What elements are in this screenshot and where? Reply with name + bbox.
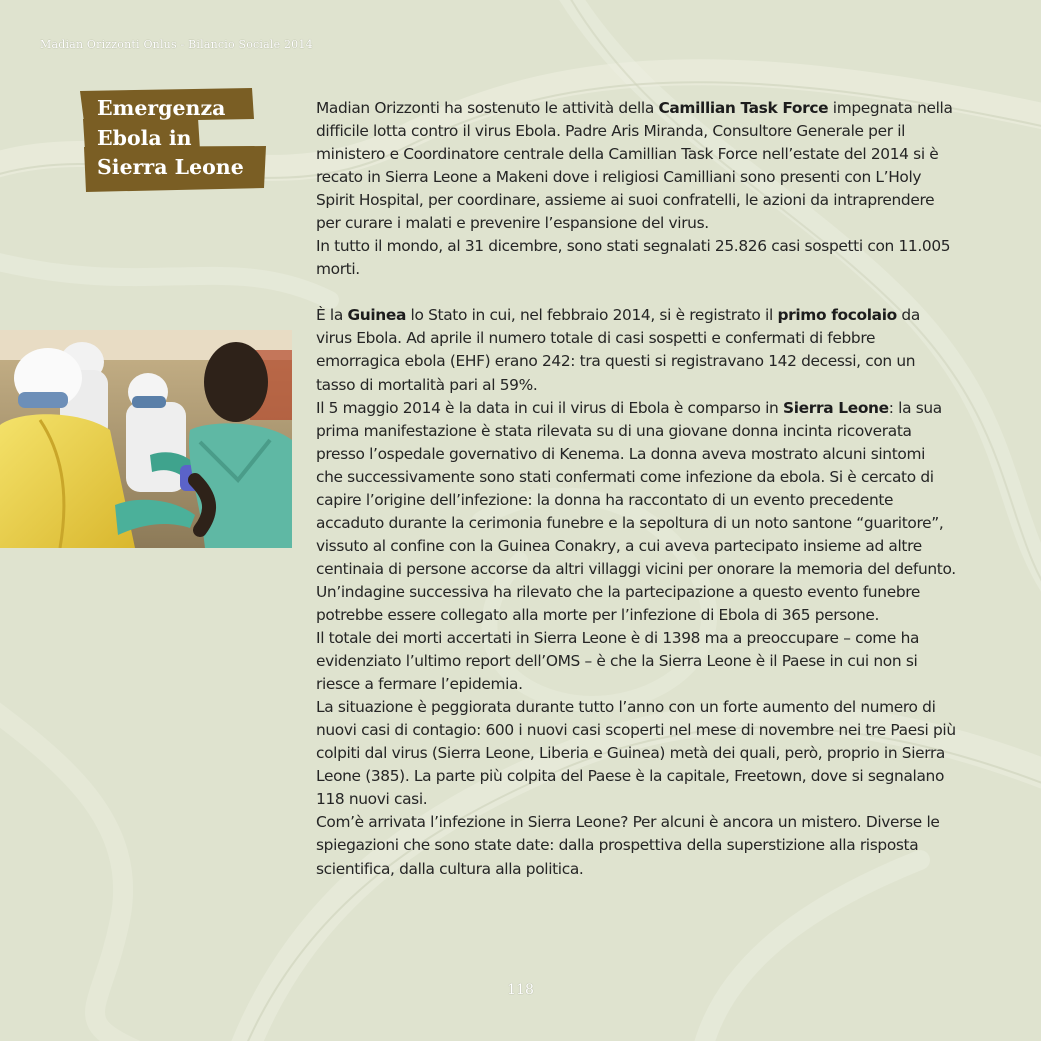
- text-run: da virus Ebola. Ad aprile il numero totale di casi sospetti e confermati di febbre emorragica ebola (EHF) erano 242: tra questi si registravano 142 decessi, con un tasso di mortalità pari al 59%.: [316, 306, 920, 394]
- bold-text: Sierra Leone: [783, 398, 889, 417]
- paragraph: [316, 235, 956, 281]
- text-run: In tutto il mondo, al 31 dicembre, sono stati segnalati 25.826 casi sospetti con 11.005 morti.: [316, 237, 951, 279]
- text-run: Madian Orizzonti ha sostenuto le attività della: [316, 99, 659, 117]
- section-title: [97, 94, 269, 183]
- text-run: Il 5 maggio 2014 è la data in cui il virus di Ebola è comparso in: [316, 398, 784, 417]
- article-body: [316, 97, 956, 881]
- text-run: : la sua prima manifestazione è stata rilevata su di una giovane donna incinta ricoverata presso l’ospedale governativo di Kenema. La donna aveva mostrato alcuni sintomi che successivamente sono stati confermati come infezione da ebola. Si è cercato di capire l’origine dell’infezione: la donna ha raccontato di un evento precedente accaduto durante la cerimonia funebre e la sepoltura di un noto santone “guaritore”, vissuto al confine con la Guinea Conakry, a cui aveva partecipato insieme ad altre centinaia di persone accorse da altri villaggi vicini per onorare la memoria del defunto.: [316, 398, 956, 578]
- bold-text: Camillian Task Force: [658, 99, 829, 117]
- running-header: Madian Orizzonti Onlus - Bilancio Sociale 2014: [40, 38, 313, 51]
- page-number: 118: [507, 982, 534, 998]
- paragraph: [316, 304, 956, 396]
- paragraph: [316, 581, 956, 627]
- text-run: Il totale dei morti accertati in Sierra Leone è di 1398 ma a preoccupare – come ha evidenziato l’ultimo report dell’OMS – è che la Sierra Leone è il Paese in cui non si riesce a fermare l’epidemia.: [316, 629, 920, 694]
- paragraph: [316, 97, 956, 235]
- paragraph: [316, 397, 956, 581]
- paragraph: [316, 696, 956, 811]
- text-run: La situazione è peggiorata durante tutto l’anno con un forte aumento del numero di nuovi casi di contagio: 600 i nuovi casi scoperti nel mese di novembre nei tre Paesi più colpiti dal virus (Sierra Leone, Liberia e Guinea) metà dei quali, però, proprio in Sierra Leone (385). La parte più colpita del Paese è la capitale, Freetown, dove si segnalano 118 nuovi casi.: [316, 698, 956, 809]
- bold-text: primo focolaio: [777, 306, 897, 325]
- text-run: Un’indagine successiva ha rilevato che la partecipazione a questo evento funebre potrebbe essere collegato alla morte per l’infezione di Ebola di 365 persone.: [316, 582, 921, 624]
- paragraph: [316, 627, 956, 696]
- text-run: Com’è arrivata l’infezione in Sierra Leone? Per alcuni è ancora un mistero. Diverse le spiegazioni che sono state date: dalla prospettiva della superstizione alla risposta scientifica, dalla cultura alla politica.: [316, 813, 940, 878]
- text-run: È la: [316, 306, 348, 325]
- paragraph: [316, 811, 956, 880]
- bold-text: Guinea: [347, 306, 407, 325]
- section-title-box: [80, 88, 266, 192]
- title-line-3: Sierra Leone: [97, 155, 244, 179]
- text-run: impegnata nella difficile lotta contro il virus Ebola. Padre Aris Miranda, Consultore Generale per il ministero e Coordinatore centrale della Camillian Task Force nell’estate del 2014 si è recato in Sierra Leone a Makeni dove i religiosi Camilliani sono presenti con L’Holy Spirit Hospital, per coordinare, assieme ai suoi confratelli, le azioni da intraprendere per curare i malati e prevenire l’espansione del virus.: [316, 99, 953, 233]
- text-run: lo Stato in cui, nel febbraio 2014, si è registrato il: [406, 306, 778, 325]
- photo-medical-staff: [0, 330, 292, 548]
- title-line-1: Emergenza: [97, 96, 226, 120]
- title-line-2: Ebola in: [97, 125, 192, 150]
- photo-medical-staff-icon: [0, 330, 292, 548]
